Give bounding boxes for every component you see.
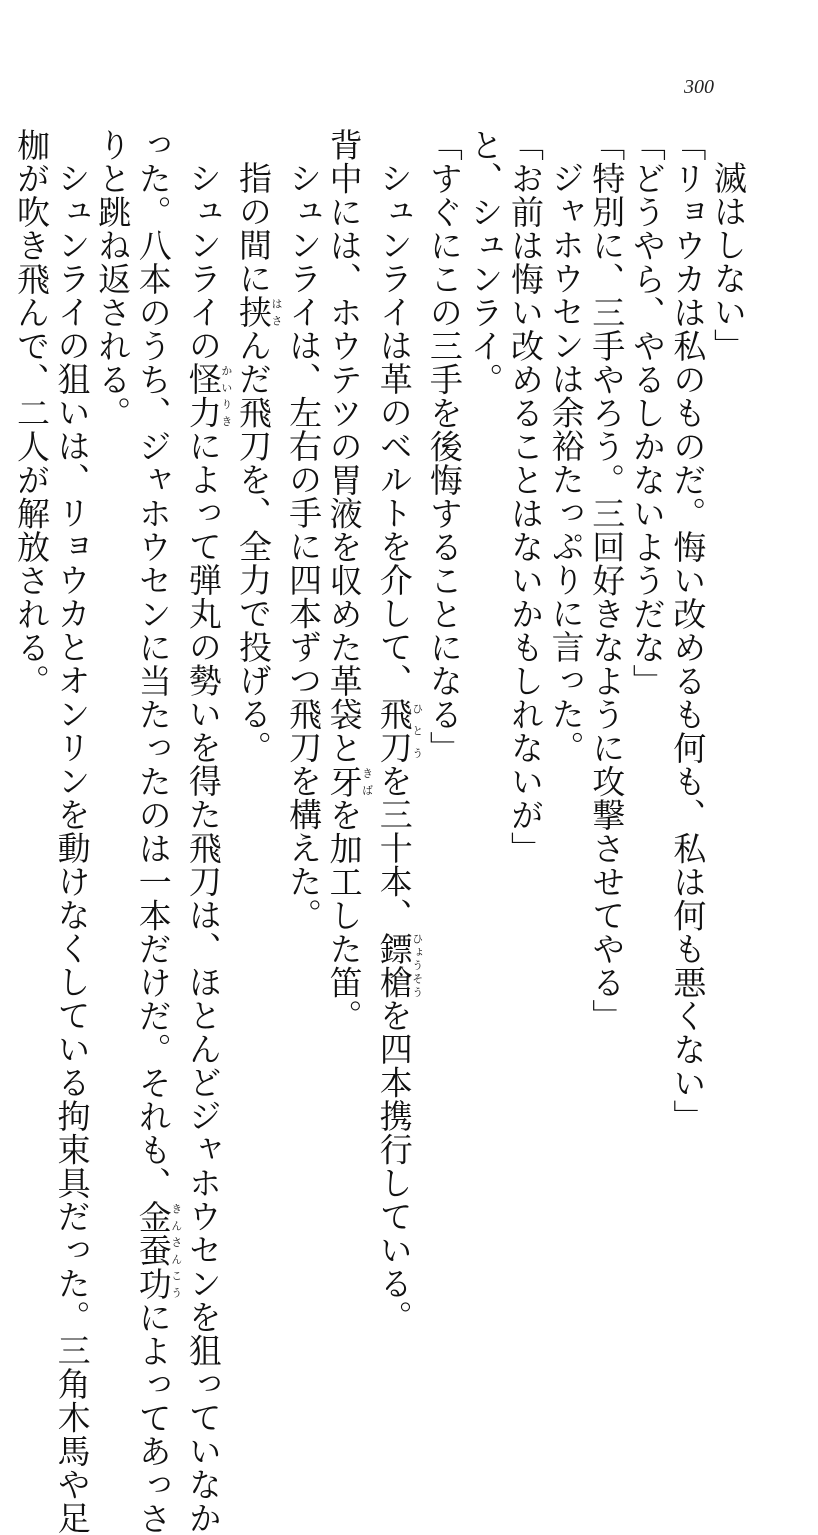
text-line-7: と、シュンライ。 [465, 128, 505, 396]
ruby-hitou-reading: ひとう [410, 697, 424, 764]
text-line-12: 指の間に挟はさんだ飛刀を、全力で投げる。 [233, 161, 283, 764]
text-line-16: シュンライの狙いは、リョウカとオンリンを動けなくしている拘束具だった。三角木馬や足 [52, 161, 92, 1535]
ruby-hyousou-base: 鏢槍 [374, 931, 414, 999]
body-text [12, 128, 748, 1535]
ruby-hitou-base: 飛刀 [374, 697, 414, 764]
page-number: 300 [684, 76, 714, 98]
text-line-6: 「お前は悔い改めることはないかもしれないが」 [506, 128, 546, 865]
ruby-kiba-base: 牙 [324, 764, 364, 798]
text-line-4: 「特別に、三手やろう。三回好きなように攻撃させてやる」 [587, 128, 627, 1033]
text-line-15: りと跳ね返される。 [93, 128, 133, 430]
ruby-hasa-base: 挟 [233, 295, 273, 329]
text-line-2: 「リョウカは私のものだ。悔い改めるも何も、私は何も悪くない」 [668, 128, 708, 1133]
text-line-3: 「どうやら、やるしかないようだな」 [627, 128, 667, 698]
text-line-14: った。八本のうち、ジャホウセンに当たったのは一本だけだ。それも、金蚕功きんさんこうによってあっさ [133, 128, 183, 1535]
ruby-kairiki [183, 362, 233, 429]
text-line-8: 「すぐにこの三手を後悔することになる」 [424, 128, 464, 765]
text-line-11: シュンライは、左右の手に四本ずつ飛刀を構えた。 [284, 161, 324, 932]
text-line-1: 滅はしない」 [709, 161, 748, 362]
ruby-kinsankou [133, 1200, 183, 1301]
ruby-kairiki-base: 怪力 [183, 362, 223, 429]
ruby-kairiki-reading: かいりき [219, 362, 233, 429]
ruby-hitou [374, 697, 424, 764]
text-line-5: ジャホウセンは余裕たっぷりに言った。 [546, 161, 586, 764]
ruby-hyousou-reading: ひょうそう [410, 931, 424, 999]
ruby-hasa [233, 295, 283, 329]
ruby-hyousou [374, 931, 424, 999]
ruby-kiba [324, 764, 374, 799]
ruby-hasa-reading: はさ [269, 295, 283, 329]
ruby-kiba-reading: きば [360, 764, 374, 798]
text-line-10: 背中には、ホウテツの胃液を収めた革袋と牙きばを加工した笛。 [324, 128, 374, 1033]
ruby-kinsankou-reading: きんさんこう [169, 1200, 183, 1301]
text-line-17: 枷が吹き飛んで、二人が解放される。 [12, 128, 51, 698]
ruby-kinsankou-base: 金蚕功 [133, 1200, 173, 1301]
text-line-9: シュンライは革のベルトを介して、飛刀ひとうを三十本、鏢槍ひょうそうを四本携行している。 [374, 161, 424, 1334]
text-line-13: シュンライの怪力かいりきによって弾丸の勢いを得た飛刀は、ほとんどジャホウセンを狙っていなか [183, 161, 233, 1535]
